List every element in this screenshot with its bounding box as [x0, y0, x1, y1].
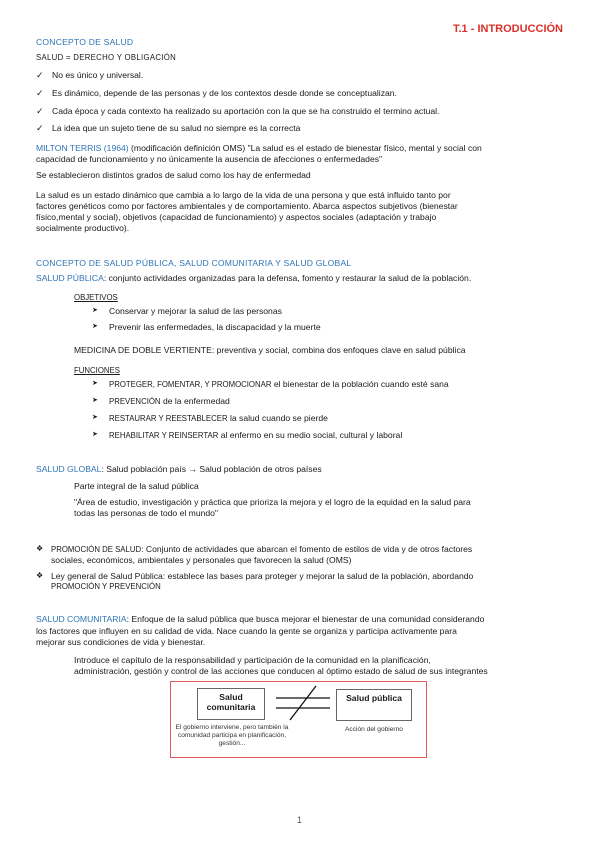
- funciones-label: FUNCIONES: [74, 366, 120, 375]
- salud-comunitaria-caption: El gobierno interviene, pero también la comunidad participa en planificación, gestión...: [175, 724, 289, 747]
- grados-salud: Se establecieron distintos grados de salud como los hay de enfermedad: [36, 170, 311, 180]
- ley-general-item: ❖ Ley general de Salud Pública: establece las bases para proteger y mejorar la salud de la población, abordando: [36, 571, 474, 581]
- objetivos-label: OBJETIVOS: [74, 293, 118, 302]
- salud-global-quote: "Área de estudio, investigación y práctica que prioriza la mejora y el logro de la equidad en la salud para: [74, 497, 471, 507]
- salud-publica-definition: SALUD PÚBLICA: conjunto actividades organizadas para la defensa, fomento y restaurar la salud de la población.: [36, 273, 472, 283]
- promocion-salud-line-2: sociales, económicos, ambientales y personales que favorecen la salud (OMS): [51, 555, 352, 565]
- funcion-item: ➤ RESTAURAR Y REESTABLECER la salud cuando se pierde: [92, 413, 328, 423]
- salud-global-line: SALUD GLOBAL: Salud población país → Salud población de otros países: [36, 464, 322, 474]
- salud-derecho-subheading: SALUD = DERECHO Y OBLIGACIÓN: [36, 53, 177, 62]
- salud-paragraph-line: factores genéticos como por factores ambientales y de comportamiento. Abarca aspectos subjetivos (bienestar: [36, 201, 458, 211]
- check-icon: ✓: [36, 106, 44, 116]
- salud-paragraph-line: físico,mental y social), objetivos (capacidad de funcionamiento) y aspectos sociales (adaptación y trabajo: [36, 212, 437, 222]
- salud-comunitaria-intro-2: administración, gestión y control de las acciones que conducen al óptimo estado de salud de sus integrantes: [74, 666, 488, 676]
- page-number: 1: [296, 815, 302, 825]
- arrow-right-icon: ➤: [92, 307, 98, 314]
- salud-publica-box: Salud pública: [336, 689, 412, 721]
- check-icon: ✓: [36, 88, 44, 98]
- not-equal-sign: [272, 684, 334, 724]
- check-item: ✓ No es único y universal.: [36, 70, 144, 80]
- salud-comunitaria-line: SALUD COMUNITARIA: Enfoque de la salud pública que busca mejorar el bienestar de una comunidad considerando: [36, 614, 485, 624]
- arrow-right-icon: ➤: [92, 414, 98, 421]
- salud-comunitaria-box: Salud comunitaria: [197, 688, 265, 720]
- check-item: ✓ Cada época y cada contexto ha realizado su aportación con la que se ha construido el termino actual.: [36, 106, 440, 116]
- salud-paragraph-line: La salud es un estado dinámico que cambia a lo largo de la vida de una persona y que está influido tanto por: [36, 190, 451, 200]
- milton-terris-line-2: capacidad de funcionamiento y no únicamente la ausencia de afecciones o enfermedades": [36, 154, 383, 164]
- check-item: ✓ Es dinámico, depende de las personas y de los contextos desde donde se conceptualizan.: [36, 88, 397, 98]
- slash-line: [290, 686, 316, 720]
- salud-global-parte: Parte integral de la salud pública: [74, 481, 199, 491]
- funcion-item: ➤ REHABILITAR Y REINSERTAR al enfermo en su medio social, cultural y laboral: [92, 430, 403, 440]
- funcion-item: ➤ PREVENCIÓN de la enfermedad: [92, 396, 230, 406]
- salud-paragraph-line: socialmente productivo).: [36, 223, 130, 233]
- salud-comunitaria-line-2: los factores que influyen en su calidad de vida. Nace cuando la gente se organiza y participa activamente para: [36, 626, 457, 636]
- arrow-right-icon: ➤: [92, 431, 98, 438]
- diamond-bullet-icon: ❖: [36, 571, 44, 580]
- concepto-salud-publica-heading: CONCEPTO DE SALUD PÚBLICA, SALUD COMUNITARIA Y SALUD GLOBAL: [36, 258, 352, 268]
- arrow-right-icon: ➤: [92, 397, 98, 404]
- milton-terris-line: MILTON TERRIS (1964) (modificación definición OMS) "La salud es el estado de bienestar físico, mental y social con: [36, 143, 482, 153]
- promocion-salud-item: ❖ PROMOCIÓN DE SALUD: Conjunto de actividades que abarcan el fomento de estilos de vida y de otros factores: [36, 544, 473, 554]
- ley-general-line-2: PROMOCIÓN Y PREVENCIÓN: [51, 582, 161, 591]
- concepto-salud-heading: CONCEPTO DE SALUD: [36, 37, 134, 47]
- salud-global-quote-2: todas las personas de todo el mundo": [74, 508, 218, 518]
- arrow-right-icon: ➤: [92, 323, 98, 330]
- objetivo-item: ➤ Conservar y mejorar la salud de las personas: [92, 306, 282, 316]
- check-icon: ✓: [36, 70, 44, 80]
- arrow-right-icon: ➤: [92, 380, 98, 387]
- check-item: ✓ La idea que un sujeto tiene de su salud no siempre es la correcta: [36, 123, 301, 133]
- salud-comunitaria-intro: Introduce el capítulo de la responsabilidad y participación de la comunidad en la planificación,: [74, 655, 431, 665]
- document-title: T.1 - INTRODUCCIÓN: [453, 23, 563, 35]
- check-icon: ✓: [36, 123, 44, 133]
- objetivo-item: ➤ Prevenir las enfermedades, la discapacidad y la muerte: [92, 322, 321, 332]
- funcion-item: ➤ PROTEGER, FOMENTAR, Y PROMOCIONAR el bienestar de la población cuando esté sana: [92, 379, 449, 389]
- medicina-doble-vertiente: MEDICINA DE DOBLE VERTIENTE: preventiva y social, combina dos enfoques clave en salud pública: [74, 345, 466, 355]
- salud-comunitaria-line-3: mejorar sus condiciones de vida y bienestar.: [36, 637, 206, 647]
- diamond-bullet-icon: ❖: [36, 544, 44, 553]
- salud-publica-caption: Acción del gobierno: [345, 726, 403, 733]
